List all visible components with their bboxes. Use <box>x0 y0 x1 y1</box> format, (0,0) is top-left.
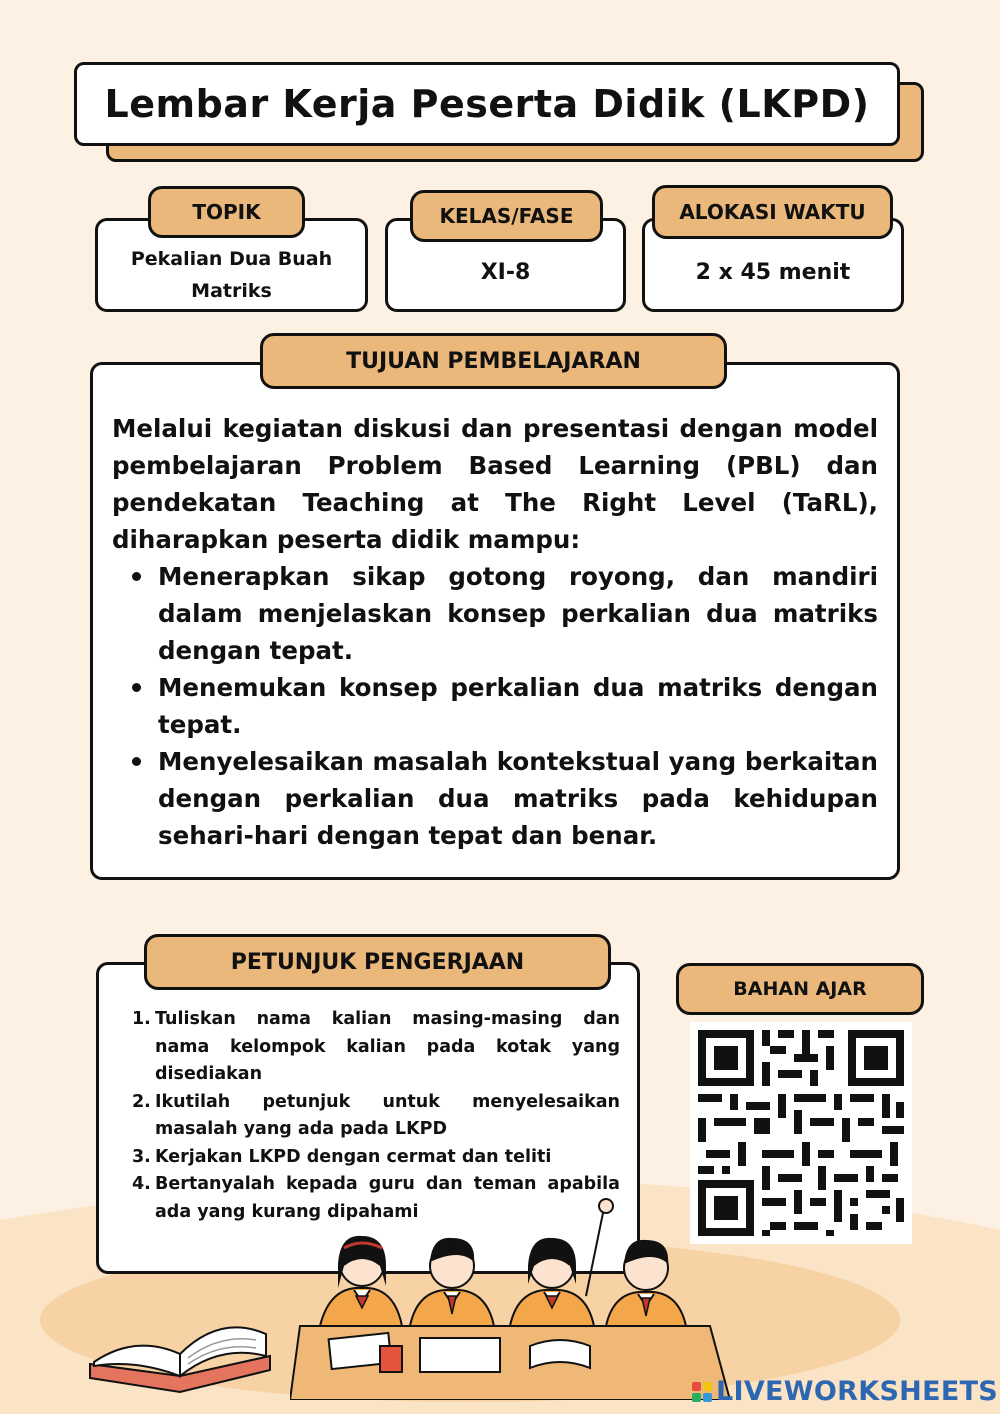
tujuan-intro: Melalui kegiatan diskusi dan presentasi dengan model pembelajaran Problem Based Learning (PBL) dan pendekatan Teaching at The Right Level (TaRL), diharapkan peserta didik mampu: <box>112 414 878 554</box>
waktu-label: ALOKASI WAKTU <box>652 185 893 239</box>
topik-value: Pekalian Dua Buah Matriks <box>130 248 333 302</box>
list-text: Ikutilah petunjuk untuk menyelesaikan masalah yang ada pada LKPD <box>155 1091 620 1139</box>
kelas-label: KELAS/FASE <box>410 190 603 242</box>
bahan-ajar-label: BAHAN AJAR <box>676 963 924 1015</box>
tujuan-list <box>112 558 878 854</box>
list-item: Menyelesaikan masalah kontekstual yang berkaitan dengan perkalian dua matriks pada kehidupan sehari-hari dengan tepat dan benar. <box>112 743 878 854</box>
liveworksheets-brand: LIVEWORKSHEETS <box>716 1376 999 1407</box>
list-item: Menemukan konsep perkalian dua matriks dengan tepat. <box>112 669 878 743</box>
list-item: Menerapkan sikap gotong royong, dan mandiri dalam menjelaskan konsep perkalian dua matriks dengan tepat. <box>112 558 878 669</box>
list-number: 1. <box>132 1009 151 1029</box>
topik-label: TOPIK <box>148 186 305 238</box>
list-number: 4. <box>132 1174 151 1194</box>
petunjuk-label: PETUNJUK PENGERJAAN <box>144 934 611 990</box>
list-text: Kerjakan LKPD dengan cermat dan teliti <box>155 1146 552 1167</box>
liveworksheets-grid-icon <box>692 1382 712 1402</box>
list-number: 3. <box>132 1146 151 1167</box>
list-item <box>132 1144 620 1172</box>
tujuan-content <box>112 410 878 854</box>
waktu-value: 2 x 45 menit <box>695 259 851 285</box>
list-text: Tuliskan nama kalian masing-masing dan nama kelompok kalian pada kotak yang disediakan <box>155 1009 620 1084</box>
tujuan-label: TUJUAN PEMBELAJARAN <box>260 333 727 389</box>
students-illustration <box>290 1196 730 1400</box>
list-number: 2. <box>132 1091 151 1112</box>
liveworksheets-logo[interactable] <box>692 1376 998 1407</box>
kelas-value: XI-8 <box>480 259 531 285</box>
open-book-icon <box>80 1304 280 1400</box>
list-item <box>132 1006 620 1089</box>
petunjuk-list <box>132 1006 620 1226</box>
list-item <box>132 1089 620 1144</box>
list-text: Bertanyalah kepada guru dan teman apabila ada yang kurang dipahami <box>155 1174 620 1222</box>
page-title: Lembar Kerja Peserta Didik (LKPD) <box>74 62 900 146</box>
